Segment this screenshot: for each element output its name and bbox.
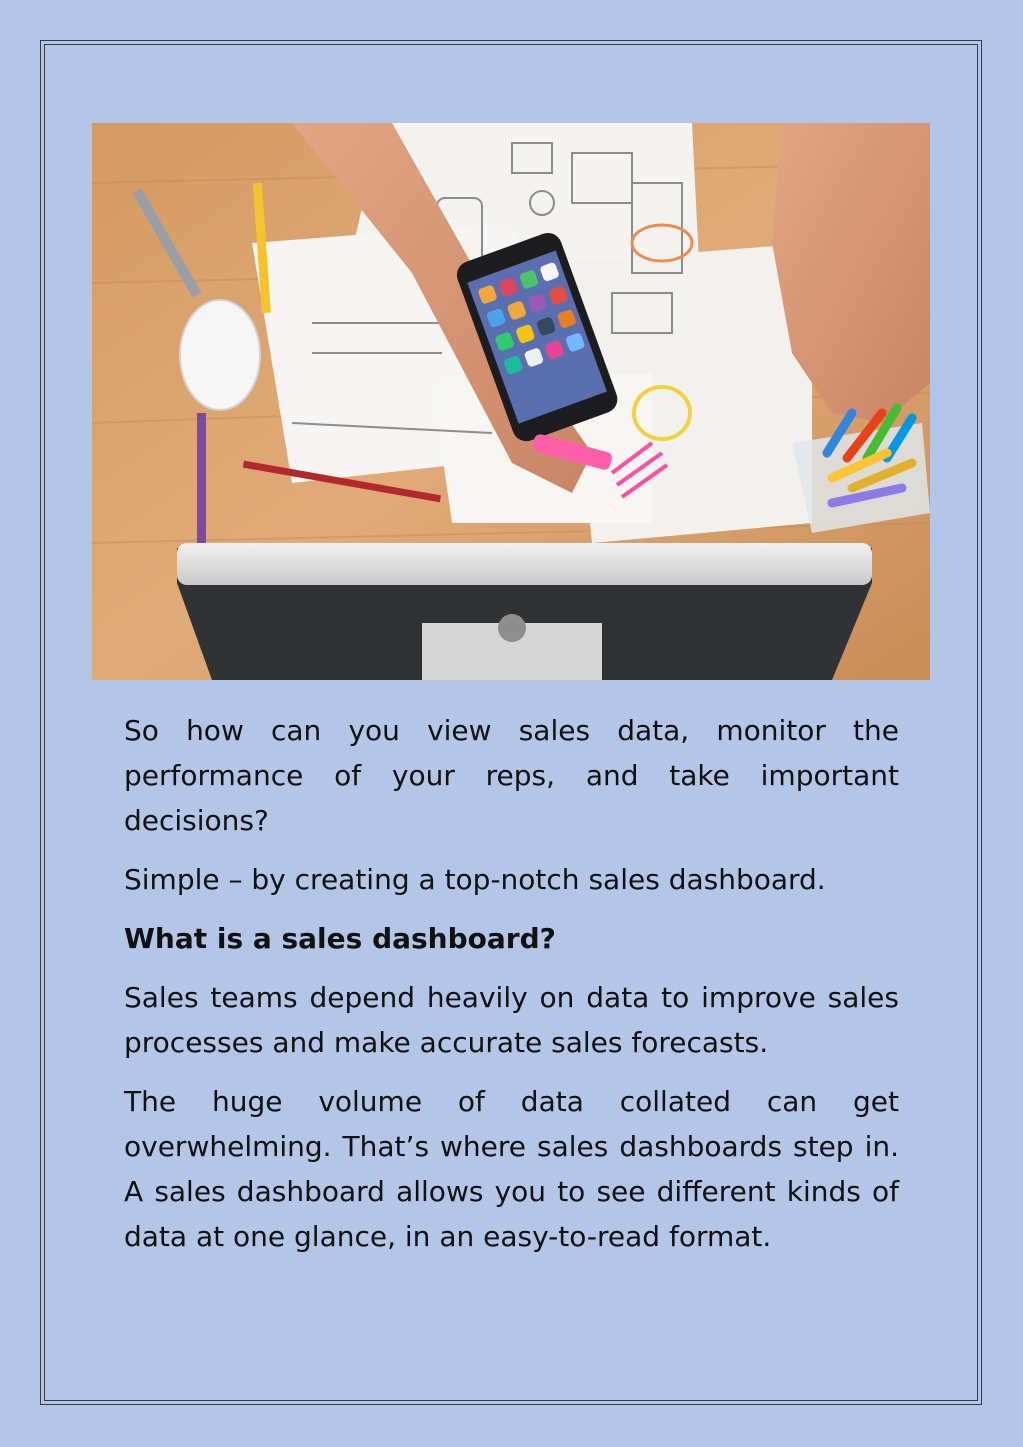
monitor <box>177 543 872 680</box>
desk-photo <box>92 123 930 680</box>
computer-mouse <box>180 300 260 410</box>
purple-pen <box>197 413 206 543</box>
body-paragraph-1: Sales teams depend heavily on data to improve sales processes and make accurate sales forecasts. <box>124 981 899 1059</box>
body-paragraph-2: The huge volume of data collated can get overwhelming. That’s where sales dashboards step in. A sales dashboard allows you to see different kinds of data at one glance, in an easy-to-read format. <box>124 1085 899 1253</box>
section-heading: What is a sales dashboard? <box>124 922 556 955</box>
intro-paragraph: So how can you view sales data, monitor the performance of your reps, and take important decisions? <box>124 714 899 837</box>
answer-paragraph: Simple – by creating a top-notch sales dashboard. <box>124 863 826 896</box>
desk-photo-illustration <box>92 123 930 680</box>
article-text <box>124 708 899 1273</box>
